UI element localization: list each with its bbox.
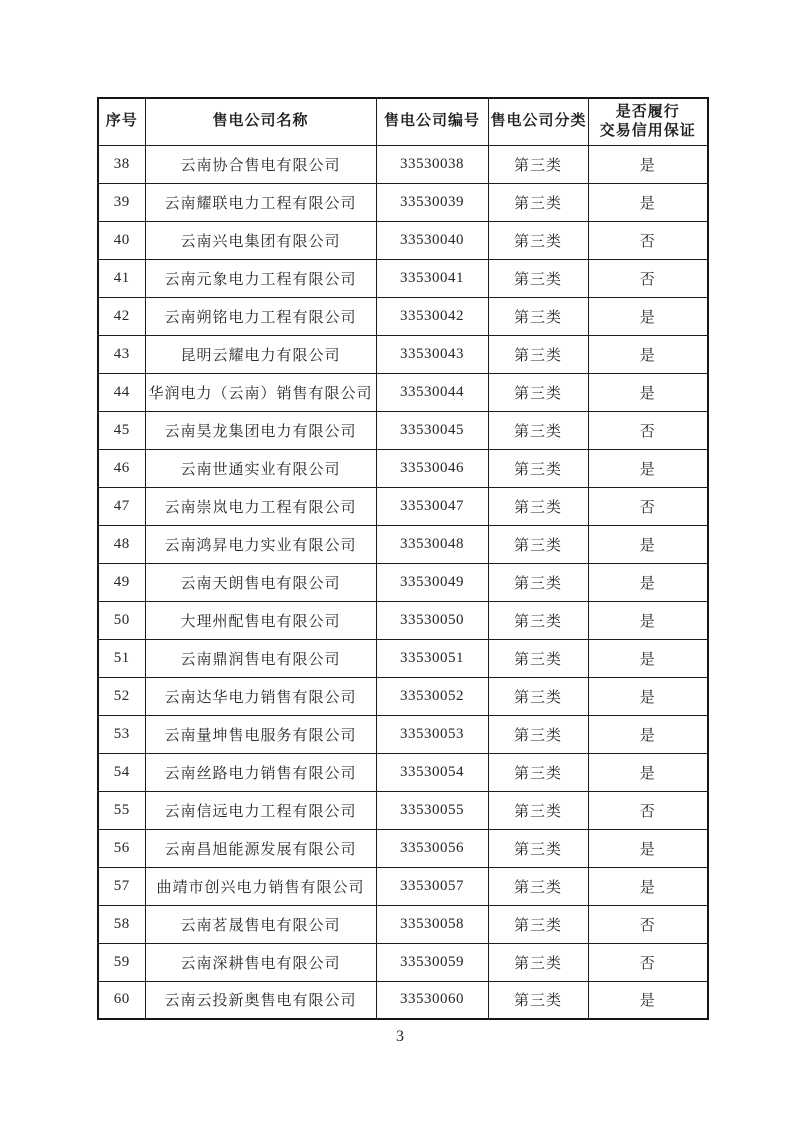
table-row [98,829,708,867]
company-category: 第三类 [488,943,588,981]
company-code: 33530058 [376,905,488,943]
table-row [98,525,708,563]
company-code: 33530043 [376,335,488,373]
company-name: 华润电力（云南）销售有限公司 [145,373,376,411]
row-seq: 50 [98,601,145,639]
company-code: 33530052 [376,677,488,715]
company-name: 曲靖市创兴电力销售有限公司 [145,867,376,905]
company-name: 云南世通实业有限公司 [145,449,376,487]
row-seq: 44 [98,373,145,411]
credit-guarantee: 否 [588,905,708,943]
table-row [98,411,708,449]
company-code: 33530046 [376,449,488,487]
company-category: 第三类 [488,411,588,449]
page-number: 3 [396,1028,404,1045]
table-row [98,563,708,601]
table-row [98,715,708,753]
company-code: 33530057 [376,867,488,905]
row-seq: 60 [98,981,145,1019]
company-category: 第三类 [488,449,588,487]
company-category: 第三类 [488,867,588,905]
credit-guarantee: 是 [588,715,708,753]
table-row [98,449,708,487]
company-name: 云南兴电集团有限公司 [145,221,376,259]
row-seq: 43 [98,335,145,373]
table-row [98,791,708,829]
credit-guarantee: 是 [588,601,708,639]
row-seq: 40 [98,221,145,259]
header-seq: 序号 [98,98,145,145]
company-code: 33530056 [376,829,488,867]
company-name: 云南协合售电有限公司 [145,145,376,183]
table-row [98,373,708,411]
company-name: 云南天朗售电有限公司 [145,563,376,601]
table-header-row [98,98,708,145]
company-category: 第三类 [488,829,588,867]
company-name: 云南云投新奥售电有限公司 [145,981,376,1019]
row-seq: 41 [98,259,145,297]
table-row [98,753,708,791]
credit-guarantee: 否 [588,221,708,259]
company-code: 33530048 [376,525,488,563]
company-category: 第三类 [488,905,588,943]
company-code: 33530054 [376,753,488,791]
table-row [98,145,708,183]
company-name: 云南昊龙集团电力有限公司 [145,411,376,449]
credit-guarantee: 是 [588,335,708,373]
company-code: 33530041 [376,259,488,297]
company-name: 云南鼎润售电有限公司 [145,639,376,677]
table-row [98,221,708,259]
credit-guarantee: 是 [588,867,708,905]
row-seq: 47 [98,487,145,525]
company-code: 33530049 [376,563,488,601]
company-code: 33530039 [376,183,488,221]
company-category: 第三类 [488,715,588,753]
company-code: 33530060 [376,981,488,1019]
table-row [98,601,708,639]
credit-guarantee: 是 [588,981,708,1019]
credit-guarantee: 是 [588,639,708,677]
company-category: 第三类 [488,145,588,183]
header-company-code: 售电公司编号 [376,98,488,145]
company-category: 第三类 [488,601,588,639]
company-name: 云南崇岚电力工程有限公司 [145,487,376,525]
table-row [98,259,708,297]
credit-guarantee: 是 [588,297,708,335]
company-name: 云南深耕售电有限公司 [145,943,376,981]
company-code: 33530044 [376,373,488,411]
credit-guarantee: 是 [588,449,708,487]
table-row [98,981,708,1019]
row-seq: 55 [98,791,145,829]
row-seq: 38 [98,145,145,183]
credit-guarantee: 否 [588,791,708,829]
row-seq: 42 [98,297,145,335]
row-seq: 51 [98,639,145,677]
company-code: 33530045 [376,411,488,449]
company-name: 云南昌旭能源发展有限公司 [145,829,376,867]
table-row [98,943,708,981]
credit-guarantee: 是 [588,183,708,221]
company-name: 云南信远电力工程有限公司 [145,791,376,829]
company-category: 第三类 [488,639,588,677]
row-seq: 39 [98,183,145,221]
row-seq: 57 [98,867,145,905]
table-row [98,297,708,335]
company-category: 第三类 [488,335,588,373]
credit-guarantee: 否 [588,487,708,525]
company-category: 第三类 [488,373,588,411]
credit-guarantee: 是 [588,677,708,715]
credit-guarantee: 是 [588,373,708,411]
row-seq: 58 [98,905,145,943]
company-name: 昆明云耀电力有限公司 [145,335,376,373]
header-credit-guarantee [588,98,708,145]
header-company-category: 售电公司分类 [488,98,588,145]
company-name: 云南丝路电力销售有限公司 [145,753,376,791]
row-seq: 52 [98,677,145,715]
company-name: 云南耀联电力工程有限公司 [145,183,376,221]
company-code: 33530050 [376,601,488,639]
row-seq: 49 [98,563,145,601]
row-seq: 56 [98,829,145,867]
company-code: 33530055 [376,791,488,829]
company-category: 第三类 [488,563,588,601]
row-seq: 45 [98,411,145,449]
company-category: 第三类 [488,259,588,297]
credit-guarantee: 否 [588,259,708,297]
company-code: 33530038 [376,145,488,183]
company-name: 云南达华电力销售有限公司 [145,677,376,715]
credit-guarantee: 是 [588,829,708,867]
company-name: 云南茗晟售电有限公司 [145,905,376,943]
header-credit-guarantee-line1: 是否履行 [615,104,680,120]
company-name: 大理州配售电有限公司 [145,601,376,639]
header-company-name: 售电公司名称 [145,98,376,145]
company-category: 第三类 [488,981,588,1019]
company-category: 第三类 [488,221,588,259]
company-code: 33530053 [376,715,488,753]
row-seq: 59 [98,943,145,981]
credit-guarantee: 否 [588,943,708,981]
row-seq: 54 [98,753,145,791]
table-row [98,639,708,677]
table-row [98,183,708,221]
company-name: 云南鸿昇电力实业有限公司 [145,525,376,563]
credit-guarantee: 是 [588,525,708,563]
table-row [98,867,708,905]
row-seq: 48 [98,525,145,563]
company-category: 第三类 [488,297,588,335]
company-category: 第三类 [488,487,588,525]
company-category: 第三类 [488,183,588,221]
company-name: 云南元象电力工程有限公司 [145,259,376,297]
electricity-sales-company-table [97,97,709,1020]
company-code: 33530059 [376,943,488,981]
company-category: 第三类 [488,791,588,829]
table-row [98,487,708,525]
company-code: 33530047 [376,487,488,525]
table-row [98,677,708,715]
company-category: 第三类 [488,677,588,715]
company-name: 云南量坤售电服务有限公司 [145,715,376,753]
company-category: 第三类 [488,525,588,563]
row-seq: 53 [98,715,145,753]
table-row [98,905,708,943]
company-name: 云南朔铭电力工程有限公司 [145,297,376,335]
company-category: 第三类 [488,753,588,791]
table-row [98,335,708,373]
credit-guarantee: 是 [588,563,708,601]
credit-guarantee: 是 [588,753,708,791]
credit-guarantee: 否 [588,411,708,449]
row-seq: 46 [98,449,145,487]
header-credit-guarantee-line2: 交易信用保证 [599,122,696,139]
company-code: 33530042 [376,297,488,335]
company-code: 33530040 [376,221,488,259]
company-code: 33530051 [376,639,488,677]
credit-guarantee: 是 [588,145,708,183]
